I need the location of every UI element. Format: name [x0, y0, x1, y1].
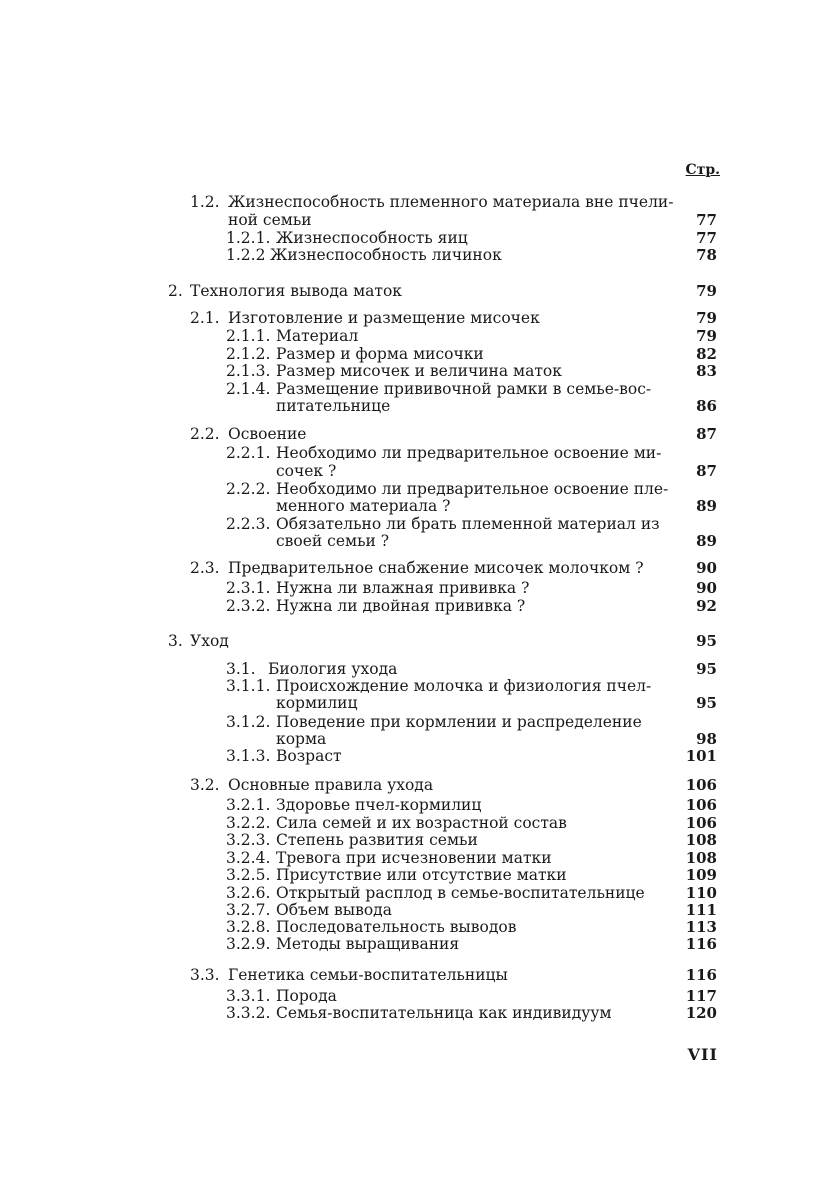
- toc-entry: [0, 966, 840, 986]
- toc-entry-title: Материал: [276, 327, 359, 345]
- toc-entry-number: 1.2.: [190, 193, 220, 211]
- toc-entry-title: Жизнеспособность племенного материала вне пчели-: [228, 193, 674, 211]
- toc-entry-page: 89: [696, 532, 717, 550]
- toc-entry-title: Обязательно ли брать племенной материал из: [276, 515, 660, 533]
- toc-entry-title: Изготовление и размещение мисочек: [228, 309, 540, 327]
- toc-entry: [0, 796, 840, 816]
- toc-entry-page: 89: [696, 497, 717, 515]
- toc-entry-page: 120: [685, 1004, 717, 1022]
- toc-entry-title: Тревога при исчезновении матки: [276, 849, 552, 867]
- toc-entry-title: Поведение при кормлении и распределение: [276, 713, 642, 731]
- toc-entry: [0, 1004, 840, 1024]
- toc-entry-page: 77: [696, 211, 717, 229]
- toc-entry-title: Размещение прививочной рамки в семье-вос-: [276, 380, 652, 398]
- toc-entry-title: Нужна ли влажная прививка ?: [276, 579, 530, 597]
- toc-entry-number: 3.3.: [190, 966, 220, 984]
- toc-entry-number: 2.2.2.: [226, 480, 271, 498]
- toc-entry-page: 90: [696, 579, 717, 597]
- toc-entry-number: 2.1.: [190, 309, 220, 327]
- toc-entry-title: Размер мисочек и величина маток: [276, 362, 562, 380]
- toc-entry-title: Жизнеспособность личинок: [270, 246, 502, 264]
- toc-entry-number: 3.2.4.: [226, 849, 271, 867]
- toc-entry-number: 2.1.1.: [226, 327, 271, 345]
- toc-entry-title: Степень развития семьи: [276, 831, 478, 849]
- toc-entry-continuation: [0, 532, 840, 552]
- toc-entry-title: Предварительное снабжение мисочек молочком ?: [228, 559, 644, 577]
- toc-entry-number: 1.2.1.: [226, 229, 271, 247]
- page-number: VII: [687, 1045, 718, 1064]
- toc-entry-number: 3.2.9.: [226, 935, 271, 953]
- toc-entry-page: 106: [685, 796, 717, 814]
- toc-entry-title: Биология ухода: [268, 660, 398, 678]
- toc-entry-title: Происхождение молочка и физиология пчел-: [276, 677, 652, 695]
- toc-entry-number: 2.3.1.: [226, 579, 271, 597]
- toc-entry-page: 95: [696, 632, 717, 650]
- toc-entry-title: Здоровье пчел-кормилиц: [276, 796, 482, 814]
- toc-entry-number: 3.1.3.: [226, 747, 271, 765]
- toc-entry-number: 3.1.2.: [226, 713, 271, 731]
- toc-entry-title: Уход: [190, 632, 229, 650]
- toc-entry: [0, 747, 840, 767]
- toc-entry-page: 87: [696, 425, 717, 443]
- toc-entry-page: 108: [685, 831, 717, 849]
- toc-entry-number: 2.2.1.: [226, 444, 271, 462]
- toc-entry-title: Освоение: [228, 425, 307, 443]
- toc-entry-page: 116: [685, 966, 717, 984]
- toc-entry-number: 2.: [168, 282, 183, 300]
- toc-entry-number: 3.2.: [190, 776, 220, 794]
- toc-entry-page: 83: [696, 362, 717, 380]
- toc-entry-page: 82: [696, 345, 717, 363]
- toc-entry-number: 3.2.2.: [226, 814, 271, 832]
- toc-entry-number: 3.2.6.: [226, 884, 271, 902]
- toc-entry-number: 2.1.4.: [226, 380, 271, 398]
- toc-entry-number: 2.3.: [190, 559, 220, 577]
- toc-entry-page: 106: [685, 776, 717, 794]
- toc-entry-continuation: [0, 462, 840, 482]
- toc-entry-page: 90: [696, 559, 717, 577]
- toc-entry-page: 98: [696, 730, 717, 748]
- toc-entry-title: Необходимо ли предварительное освоение пле-: [276, 480, 669, 498]
- toc-entry-number: 2.3.2.: [226, 597, 271, 615]
- toc-entry-number: 1.2.2: [226, 246, 266, 264]
- toc-entry-number: 3.2.7.: [226, 901, 271, 919]
- toc-entry: [0, 193, 840, 213]
- toc-entry-continuation: [0, 497, 840, 517]
- toc-entry-title: сочек ?: [276, 462, 337, 480]
- toc-entry-title: Последовательность выводов: [276, 918, 517, 936]
- toc-entry-title: Технология вывода маток: [190, 282, 402, 300]
- toc-entry-title: корма: [276, 730, 327, 748]
- toc-entry-title: Порода: [276, 987, 337, 1005]
- toc-entry-page: 78: [696, 246, 717, 264]
- toc-entry-title: Объем вывода: [276, 901, 392, 919]
- toc-entry-number: 2.2.3.: [226, 515, 271, 533]
- toc-entry-number: 3.2.1.: [226, 796, 271, 814]
- toc-entry-title: Основные правила ухода: [228, 776, 434, 794]
- toc-entry-page: 79: [696, 309, 717, 327]
- toc-entry-page: 86: [696, 397, 717, 415]
- toc-entry: [0, 559, 840, 579]
- toc-entry-page: 106: [685, 814, 717, 832]
- toc-entry: [0, 309, 840, 329]
- toc-entry: [0, 776, 840, 796]
- toc-entry-title: ной семьи: [228, 211, 312, 229]
- toc-entry-page: 113: [685, 918, 717, 936]
- toc-entry-title: Присутствие или отсутствие матки: [276, 866, 567, 884]
- toc-entry-title: Сила семей и их возрастной состав: [276, 814, 567, 832]
- toc-entry-number: 2.1.3.: [226, 362, 271, 380]
- toc-entry-continuation: [0, 397, 840, 417]
- toc-entry-title: Генетика семьи-воспитательницы: [228, 966, 508, 984]
- toc-entry-page: 116: [685, 935, 717, 953]
- toc-entry-number: 2.2.: [190, 425, 220, 443]
- toc-entry-title: Возраст: [276, 747, 342, 765]
- page-column-header: Стр.: [685, 162, 720, 178]
- toc-entry-page: 110: [685, 884, 717, 902]
- toc-entry-page: 101: [685, 747, 717, 765]
- toc-entry-page: 95: [696, 694, 717, 712]
- toc-entry: [0, 831, 840, 851]
- toc-entry-page: 109: [685, 866, 717, 884]
- toc-entry-page: 79: [696, 327, 717, 345]
- toc-entry-continuation: [0, 211, 840, 231]
- toc-entry-title: Открытый расплод в семье-воспитательнице: [276, 884, 645, 902]
- toc-entry-title: кормилиц: [276, 694, 358, 712]
- toc-entry-title: Необходимо ли предварительное освоение ми-: [276, 444, 662, 462]
- toc-entry: [0, 425, 840, 445]
- toc-entry-page: 95: [696, 660, 717, 678]
- toc-entry-page: 92: [696, 597, 717, 615]
- toc-entry-number: 3.1.1.: [226, 677, 271, 695]
- toc-entry-title: Жизнеспособность яиц: [276, 229, 468, 247]
- toc-entry-number: 3.3.2.: [226, 1004, 271, 1022]
- toc-entry: [0, 597, 840, 617]
- toc-entry-number: 3.2.3.: [226, 831, 271, 849]
- toc-entry: [0, 935, 840, 955]
- toc-entry: [0, 444, 840, 464]
- toc-entry-number: 3.2.5.: [226, 866, 271, 884]
- toc-entry: [0, 579, 840, 599]
- toc-entry-number: 2.1.2.: [226, 345, 271, 363]
- toc-entry-number: 3.1.: [226, 660, 256, 678]
- toc-entry-continuation: [0, 694, 840, 714]
- toc-entry-title: Нужна ли двойная прививка ?: [276, 597, 526, 615]
- toc-entry: [0, 246, 840, 266]
- toc-entry-title: питательнице: [276, 397, 391, 415]
- toc-entry-page: 108: [685, 849, 717, 867]
- toc-entry: [0, 282, 840, 302]
- toc-entry-title: Методы выращивания: [276, 935, 460, 953]
- toc-entry-title: менного материала ?: [276, 497, 451, 515]
- toc-entry-page: 111: [685, 901, 717, 919]
- toc-entry-title: своей семьи ?: [276, 532, 390, 550]
- toc-entry: [0, 327, 840, 347]
- toc-entry-page: 117: [685, 987, 717, 1005]
- toc-entry-page: 79: [696, 282, 717, 300]
- toc-entry-title: Размер и форма мисочки: [276, 345, 484, 363]
- toc-entry: [0, 362, 840, 382]
- toc-entry: [0, 632, 840, 652]
- toc-entry-page: 77: [696, 229, 717, 247]
- toc-entry-title: Семья-воспитательница как индивидуум: [276, 1004, 612, 1022]
- toc-entry-number: 3.2.8.: [226, 918, 271, 936]
- toc-entry-number: 3.: [168, 632, 183, 650]
- toc-entry: [0, 866, 840, 886]
- toc-entry-number: 3.3.1.: [226, 987, 271, 1005]
- toc-entry-page: 87: [696, 462, 717, 480]
